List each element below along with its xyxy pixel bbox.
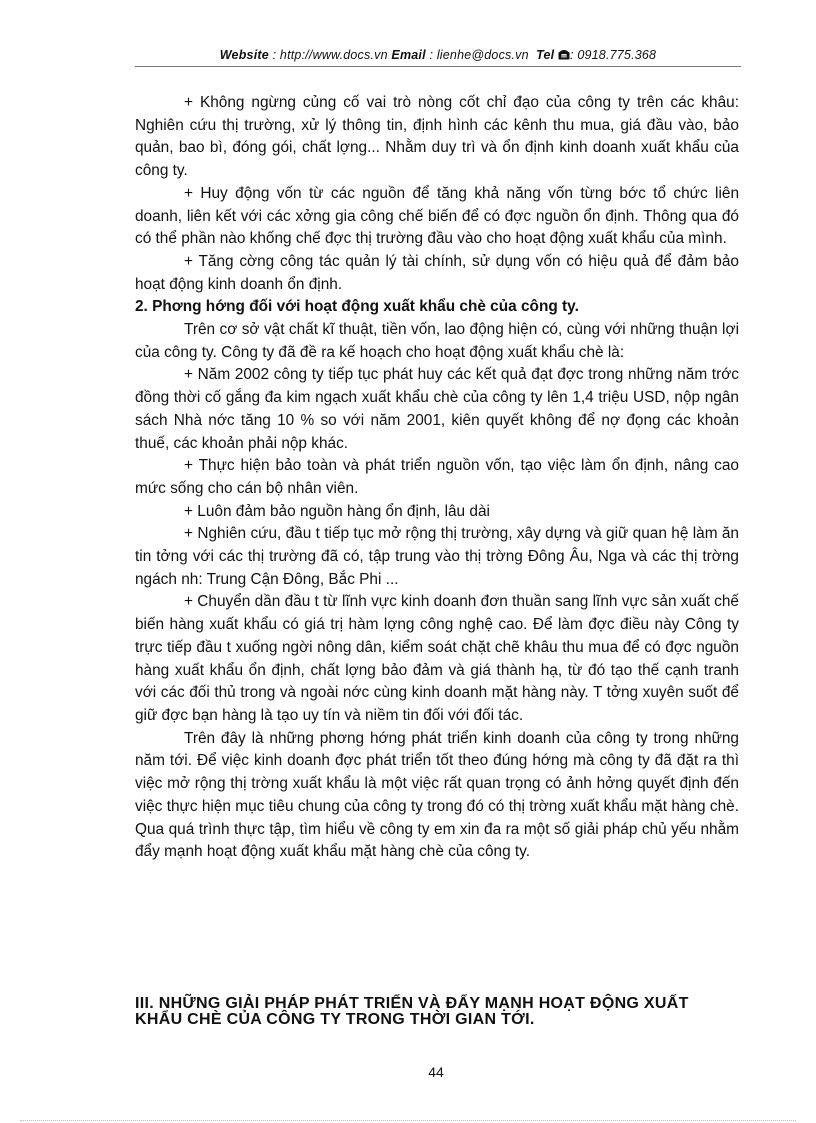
phone-icon	[558, 49, 570, 63]
page-header	[135, 48, 741, 63]
document-body	[135, 92, 739, 864]
page-number: 44	[428, 1064, 444, 1080]
email-label: Email	[391, 48, 426, 62]
email-separator: :	[425, 48, 437, 62]
website-separator: :	[268, 48, 280, 62]
paragraph: + Năm 2002 công ty tiếp tục phát huy các kết quả đạt đợc trong những năm trớc đồng thời cố gắng đa kim ngạch xuất khẩu chè của công ty lên 1,4 triệu USD, nộp ngân sách Nhà nớc tăng 10 % so với năm 2001, kiên quyết không để nợ đọng các khoản thuế, các khoản phải nộp khác.	[135, 366, 739, 452]
page-bottom-border	[20, 1120, 796, 1121]
paragraph: + Luôn đảm bảo nguồn hàng ổn định, lâu dài	[184, 502, 490, 520]
paragraph: + Không ngừng củng cố vai trò nòng cốt chỉ đạo của công ty trên các khâu: Nghiên cứu thị trường, xử lý thông tin, định hình các kênh thu mua, giá đầu vào, bảo quản, bao bì, đóng gói, chất lợng... Nhằm duy trì và ổn định kinh doanh xuất khẩu của công ty.	[135, 94, 739, 180]
website-label: Website	[219, 48, 269, 62]
section-heading: 2. Phơng hớng đối với hoạt động xuất khẩu chè của công ty.	[135, 298, 579, 316]
paragraph: + Nghiên cứu, đầu t tiếp tục mở rộng thị trường, xây dựng và giữ quan hệ làm ăn tin tởng với các thị trường đã có, tập trung vào thị trờng Đông Âu, Nga và các thị trờng ngách nh: Trung Cận Đông, Bắc Phi ...	[135, 525, 739, 588]
paragraph: Trên đây là những phơng hớng phát triển kinh doanh của công ty trong những năm tới. Để việc kinh doanh đợc phát triển tốt theo đúng hớng mà công ty đã đặt ra thì việc mở rộng thị trờng xuất khẩu là một việc rất quan trọng có ảnh hởng quyết định đến việc thực hiện mục tiêu chung của công ty trong đó có thị trờng xuất khẩu mặt hàng chè. Qua quá trình thực tập, tìm hiểu về công ty em xin đa ra một số giải pháp chủ yếu nhằm đẩy mạnh hoạt động xuất khẩu mặt hàng chè của công ty.	[135, 729, 739, 861]
chapter-heading: III. NHỮNG GIẢI PHÁP PHÁT TRIỂN VÀ ĐẨY MẠNH HOẠT ĐỘNG XUẤT KHẨU CHÈ CỦA CÔNG TY TRONG THỜI GIAN TỚI.	[135, 995, 689, 1028]
paragraph: + Huy động vốn từ các nguồn để tăng khả năng vốn từng bớc tổ chức liên doanh, liên kết với các xởng gia công chế biến để có đợc nguồn ổn định. Thông qua đó có thể phần nào khống chế đợc thị trường đầu vào cho hoạt động xuất khẩu của mình.	[135, 184, 739, 248]
tel-label: Tel	[536, 48, 555, 62]
paragraph: + Thực hiện bảo toàn và phát triển nguồn vốn, tạo việc làm ổn định, nâng cao mức sống cho cán bộ nhân viên.	[135, 457, 739, 497]
paragraph: + Chuyển dần đầu t từ lĩnh vực kinh doanh đơn thuần sang lĩnh vực sản xuất chế biến hàng xuất khẩu có giá trị hàm lợng công nghệ cao. Để làm đợc điều này Công ty trực tiếp đầu t xuống ngời nông dân, kiểm soát chặt chẽ khâu thu mua để có đợc nguồn hàng xuất khẩu ổn định, chất lợng bảo đảm và giá thành hạ, từ đó tạo thế cạnh tranh với các đối thủ trong và ngoài nớc cùng kinh doanh mặt hàng này. T tởng xuyên suốt để giữ đợc bạn hàng là tạo uy tín và niềm tin đối với đối tác.	[135, 593, 739, 724]
email-value[interactable]: lienhe@docs.vn	[436, 48, 529, 62]
paragraph: + Tăng cờng công tác quản lý tài chính, sử dụng vốn có hiệu quả để đảm bảo hoạt động kinh doanh ổn định.	[135, 252, 739, 293]
paragraph: Trên cơ sở vật chất kĩ thuật, tiền vốn, lao động hiện có, cùng với những thuận lợi của công ty. Công ty đã đề ra kế hoạch cho hoạt động xuất khẩu chè là:	[135, 321, 739, 361]
header-divider	[135, 66, 741, 67]
tel-value: : 0918.775.368	[570, 48, 657, 62]
website-url[interactable]: http://www.docs.vn	[279, 48, 388, 62]
